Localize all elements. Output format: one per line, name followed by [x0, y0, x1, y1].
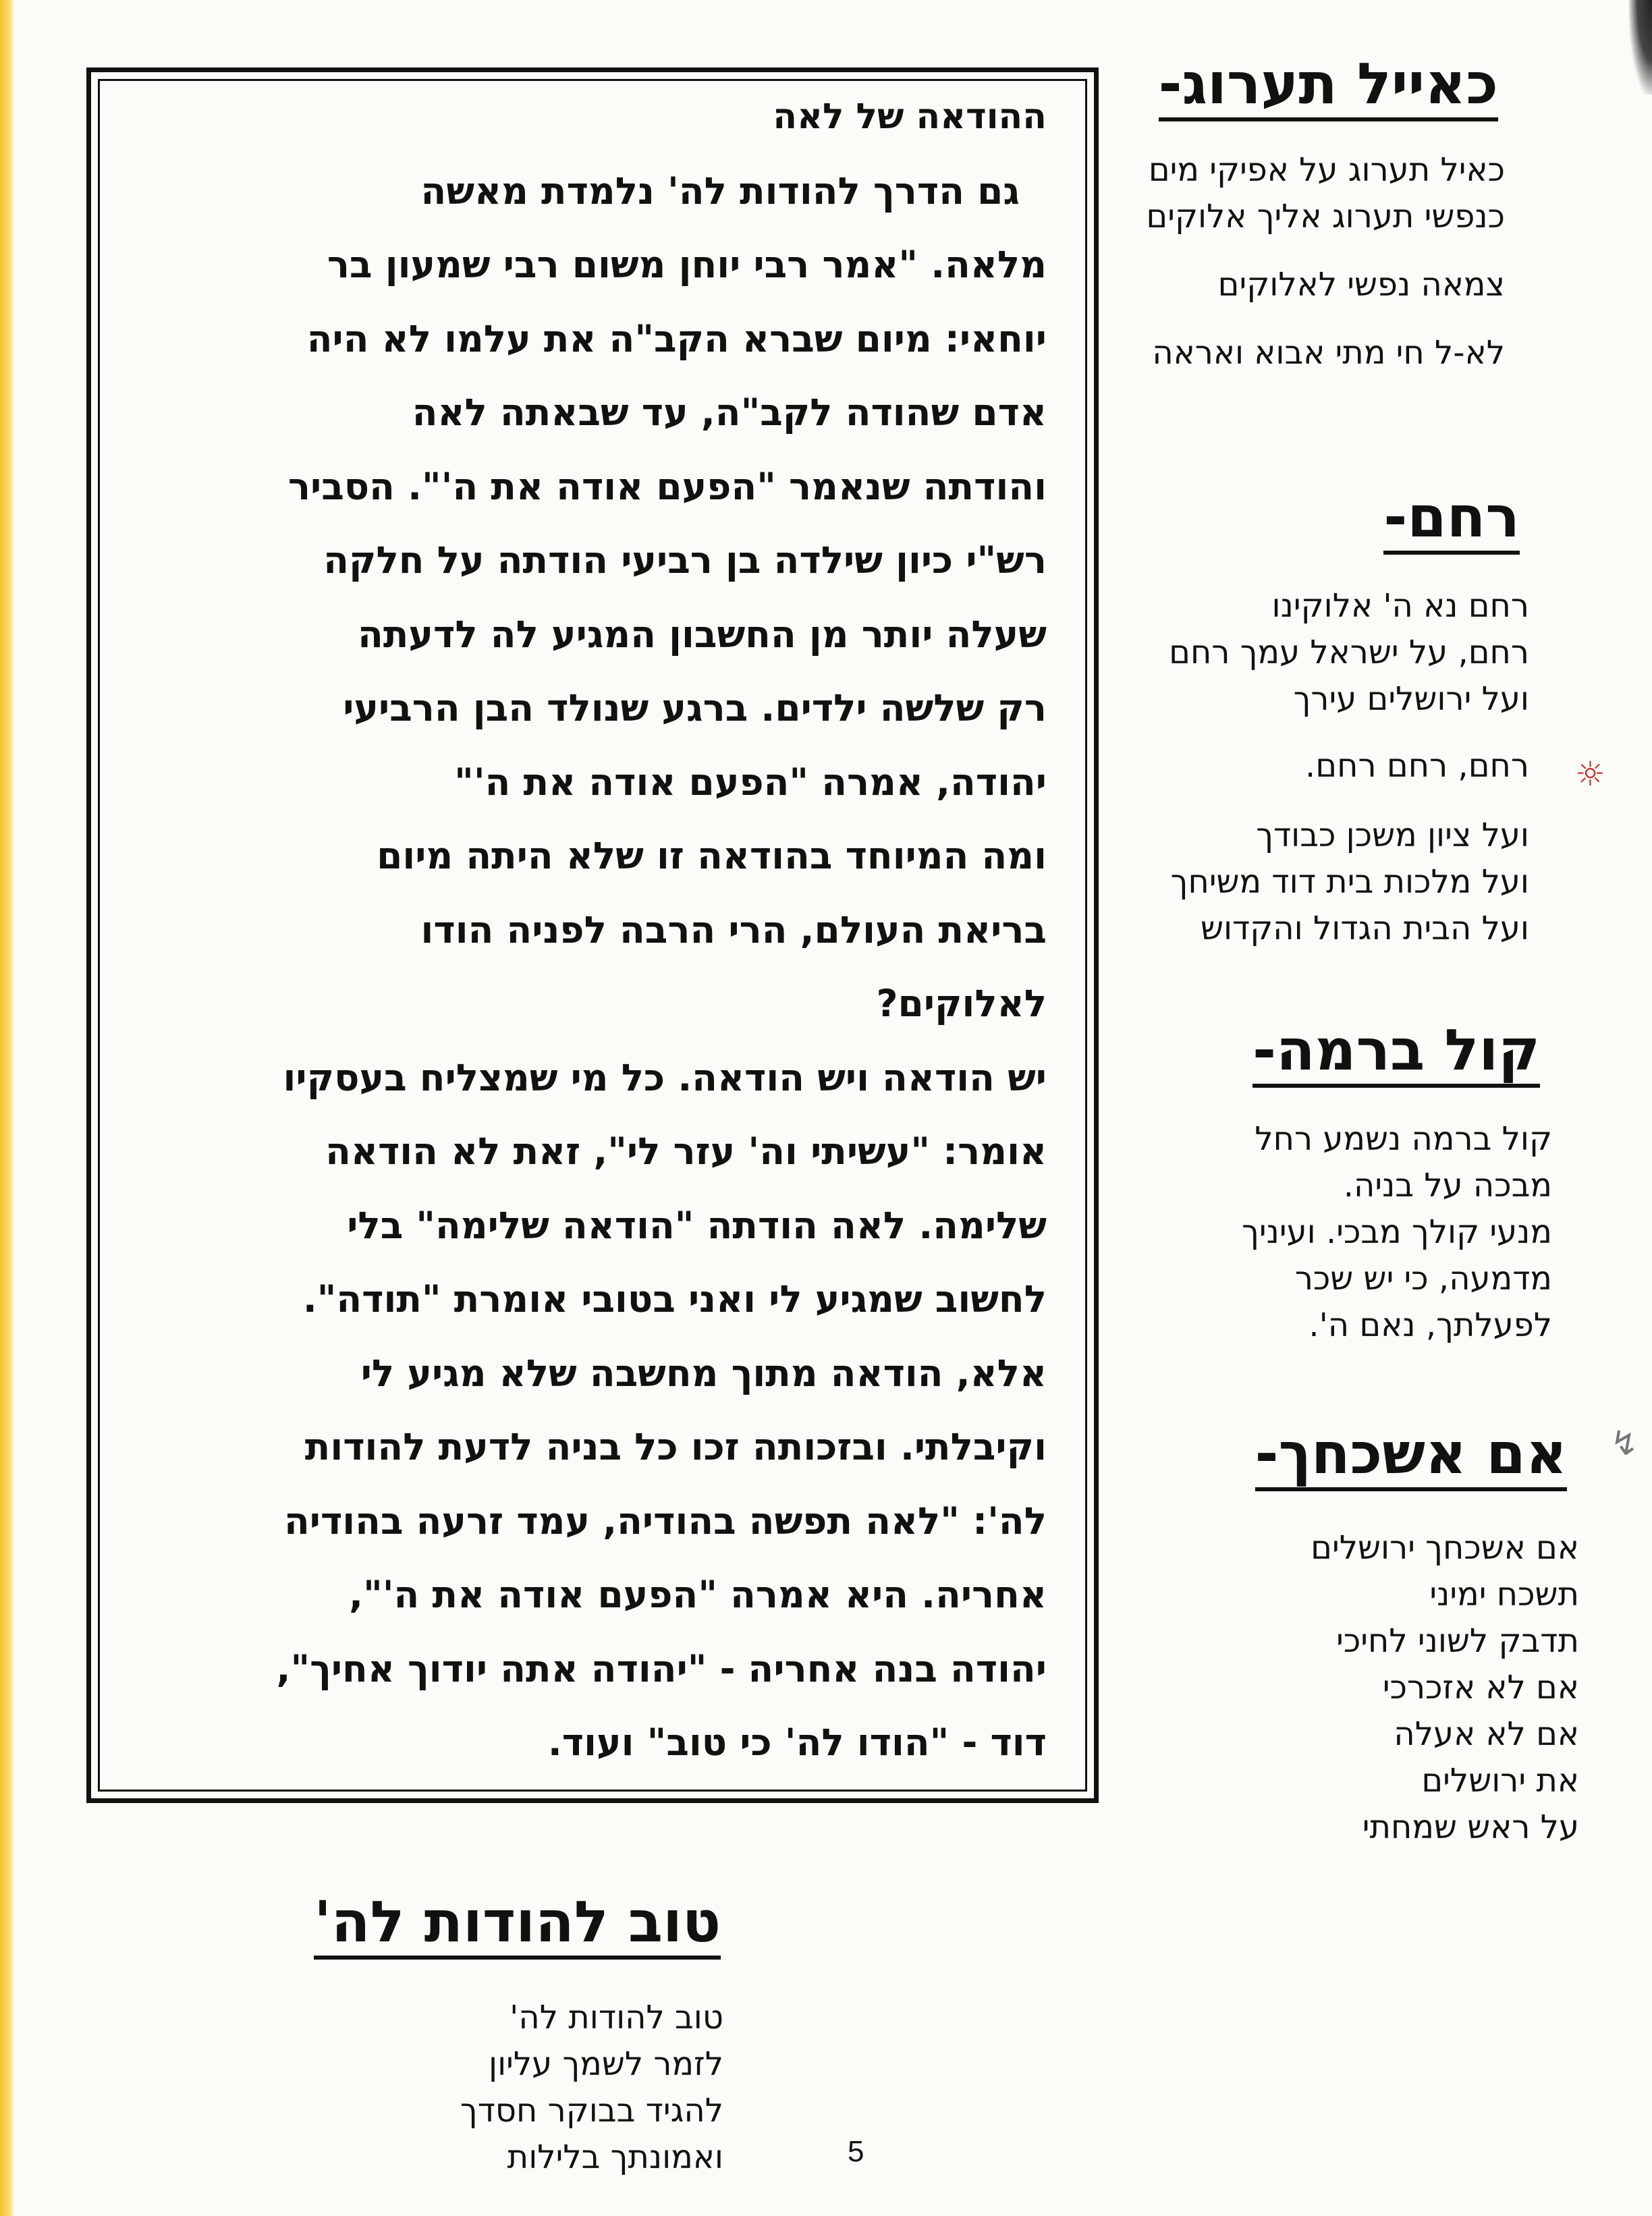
article-line: רש"י כיון שילדה בן רביעי הודתה על חלקה: [323, 538, 1047, 582]
song-title: קול ברמה-: [1252, 1020, 1540, 1088]
song-lyrics: [460, 1995, 723, 2181]
lyric-line: כנפשי תערוג אליך אלוקים: [1146, 198, 1505, 236]
article-line: ומה המיוחד בהודאה זו שלא היתה מיום: [377, 834, 1047, 877]
article-line: אלא, הודאה מתוך מחשבה שלא מגיע לי: [360, 1351, 1047, 1395]
song-title: טוב להודות לה': [314, 1892, 721, 1960]
article-line: מלאה. "אמר רבי יוחן משום רבי שמעון בר: [327, 243, 1047, 286]
lyric-line: תשכח ימיני: [1429, 1576, 1579, 1613]
article-line: לחשוב שמגיע לי ואני בטובי אומרת "תודה".: [302, 1277, 1047, 1321]
lyric-line: לא-ל חי מתי אבוא ואראה: [1152, 334, 1505, 372]
article-line: יש הודאה ויש הודאה. כל מי שמצליח בעסקיו: [283, 1055, 1047, 1099]
lyric-line: ועל ירושלים עירך: [1293, 680, 1529, 718]
lyric-line: ואמונתך בלילות: [507, 2138, 723, 2176]
article-box: [86, 67, 1099, 1803]
article-line: יוחאי: מיום שברא הקב"ה את עלמו לא היה: [306, 316, 1047, 360]
page-edge-yellow: [0, 0, 15, 2216]
song-title: כאייל תערוג-: [1159, 54, 1498, 121]
article-line: יהודה, אמרה "הפעם אודה את ה'": [454, 760, 1047, 804]
lyric-line: כאיל תערוג על אפיקי מים: [1148, 151, 1505, 189]
song-lyrics: [1311, 1525, 1579, 1851]
article-line: אחריה. היא אמרה "הפעם אודה את ה'",: [349, 1573, 1047, 1616]
lyric-line: ועל הבית הגדול והקדוש: [1200, 910, 1529, 947]
song-title: רחם-: [1383, 487, 1520, 555]
article-line: בריאת העולם, הרי הרבה לפניה הודו: [420, 908, 1047, 951]
lyric-line: אם לא אעלה: [1394, 1715, 1579, 1753]
lyric-line: קול ברמה נשמע רחל: [1255, 1120, 1552, 1158]
article-body: [138, 80, 1047, 1780]
lyric-line: טוב להודות לה': [510, 1999, 723, 2037]
article-line: יהודה בנה אחריה - "יהודה אתה יודוך אחיך",: [276, 1646, 1047, 1690]
lyric-line: לפעלתך, נאם ה'.: [1309, 1306, 1552, 1344]
lyric-line: רחם, רחם רחם.: [1305, 747, 1529, 785]
lyric-line: אם לא אזכרכי: [1382, 1669, 1579, 1707]
article-line: גם הדרך להודות לה' נלמדת מאשה: [420, 169, 1020, 213]
lyric-line: מבכה על בניה.: [1343, 1167, 1552, 1204]
article-heading: ההודאה של לאה: [773, 96, 1047, 137]
lyric-line: את ירושלים: [1421, 1762, 1579, 1800]
article-line: לאלוקים?: [876, 982, 1047, 1025]
lyric-line: רחם נא ה' אלוקינו: [1271, 587, 1529, 625]
lyric-line: רחם, על ישראל עמך רחם: [1169, 634, 1529, 671]
article-line: רק שלשה ילדים. ברגע שנולד הבן הרביעי: [343, 686, 1047, 729]
decorative-swirl-icon: ↯: [1610, 1424, 1639, 1463]
lyric-line: ועל מלכות בית דוד משיחך: [1170, 863, 1529, 901]
lyric-line: מדמעה, כי יש שכר: [1294, 1260, 1552, 1298]
article-line: אומר: "עשיתי וה' עזר לי", זאת לא הודאה: [325, 1130, 1047, 1173]
lyric-line: אם אשכחך ירושלים: [1311, 1529, 1579, 1567]
article-line: אדם שהודה לקב"ה, עד שבאתה לאה: [412, 391, 1047, 434]
song-lyrics: [1242, 1116, 1552, 1349]
decorative-swirl-icon: ☼: [1575, 754, 1605, 794]
lyric-line: מנעי קולך מבכי. ועיניך: [1242, 1213, 1552, 1251]
song-lyrics: [1146, 147, 1505, 377]
article-line: והודתה שנאמר "הפעם אודה את ה'". הסביר: [287, 464, 1047, 508]
article-line: שעלה יותר מן החשבון המגיע לה לדעתה: [358, 612, 1047, 656]
lyric-line: להגיד בבוקר חסדך: [460, 2092, 723, 2130]
lyric-line: ועל ציון משכן כבודך: [1256, 816, 1529, 854]
lyric-line: צמאה נפשי לאלוקים: [1217, 266, 1505, 304]
page-number: 5: [848, 2135, 864, 2168]
song-title: אם אשכחך-: [1255, 1424, 1567, 1491]
lyric-line: תדבק לשוני לחיכי: [1336, 1622, 1579, 1660]
song-lyrics: [1169, 583, 1529, 952]
lyric-line: על ראש שמחתי: [1362, 1808, 1579, 1846]
page-edge-shadow: [1629, 0, 1652, 94]
article-line: דוד - "הודו לה' כי טוב" ועוד.: [547, 1721, 1047, 1764]
article-line: וקיבלתי. ובזכותה זכו כל בניה לדעת להודות: [304, 1425, 1047, 1468]
article-line: לה': "לאה תפשה בהודיה, עמד זרעה בהודיה: [283, 1499, 1047, 1543]
article-line: שלימה. לאה הודתה "הודאה שלימה" בלי: [347, 1203, 1047, 1247]
lyric-line: לזמר לשמך עליון: [489, 2045, 723, 2083]
